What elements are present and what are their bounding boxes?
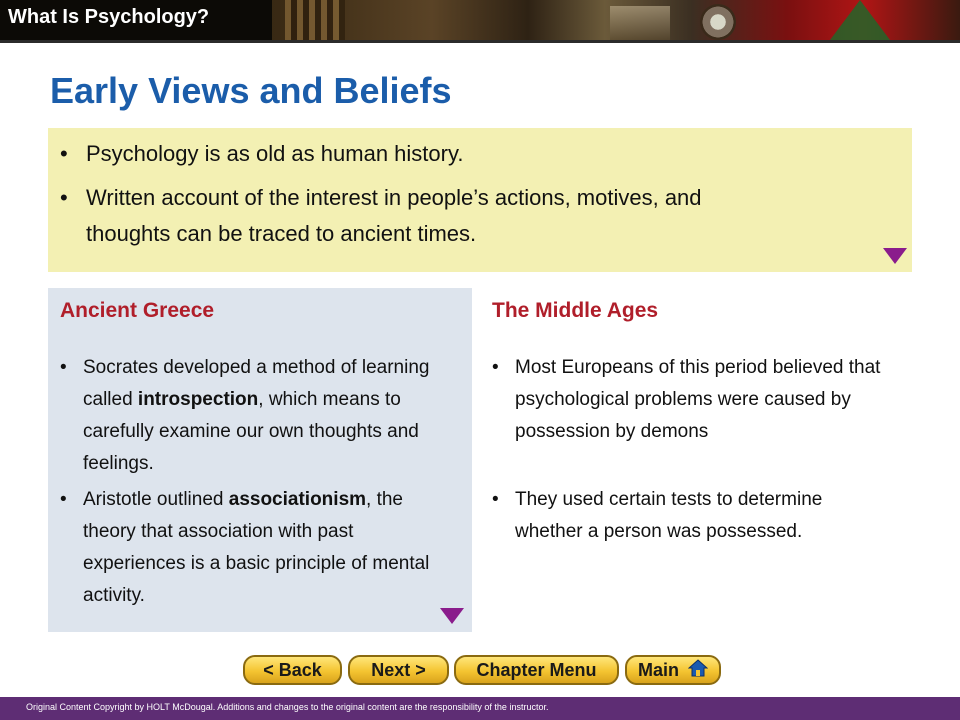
middle-ages-heading: The Middle Ages [492,299,659,322]
header-banner [0,0,960,40]
triangle-down-icon[interactable] [883,248,907,264]
header-title: What Is Psychology? [8,6,210,28]
bullet-dot: • [60,141,68,166]
bullet-dot: • [492,357,499,378]
bullet-dot: • [60,185,68,210]
intro-bullet-text: Psychology is as old as human history. [86,141,464,166]
list-item-text: Aristotle outlined associationism, the theory that association with past experiences is a basic principle of mental activity. [83,489,430,606]
list-item-text: They used certain tests to determine whether a person was possessed. [515,489,823,542]
chapter-menu-button[interactable]: Chapter Menu [454,655,619,685]
bullet-dot: • [60,357,67,378]
header-divider [0,40,960,43]
house-icon [688,658,708,684]
list-item [492,352,882,448]
main-button[interactable] [625,655,721,685]
copyright-text: Original Content Copyright by HOLT McDougal. Additions and changes to the original content are the responsibility of the instructor. [26,702,549,712]
list-item-text: Most Europeans of this period believed that psychological problems were caused by possession by demons [515,357,881,442]
ancient-greece-heading: Ancient Greece [60,299,215,322]
banner-decoration [285,0,345,40]
ancient-greece-panel [48,288,472,632]
bullet-dot: • [60,489,67,510]
banner-decoration [700,4,736,40]
main-button-label: Main [637,660,679,680]
footer [0,697,960,720]
intro-box [48,128,912,272]
list-item [60,352,456,480]
bullet-dot: • [492,489,499,510]
list-item [492,484,882,548]
banner-decoration [610,6,670,40]
term-associationism: associationism [228,489,367,510]
back-button[interactable]: < Back [243,655,342,685]
intro-bullet-text-line: thoughts can be traced to ancient times. [86,221,477,246]
next-button[interactable]: Next > [348,655,449,685]
page-title: Early Views and Beliefs [50,70,452,111]
list-item-text: Socrates developed a method of learning called introspection, which means to carefully examine our own thoughts and feelings. [83,357,430,474]
triangle-down-icon[interactable] [440,608,464,624]
intro-bullet [60,136,900,172]
intro-bullet [60,180,900,252]
list-item [60,484,456,612]
intro-bullet-text-line: Written account of the interest in people’s actions, motives, and [86,185,702,210]
banner-decoration [830,0,890,40]
term-introspection: introspection [137,389,259,410]
